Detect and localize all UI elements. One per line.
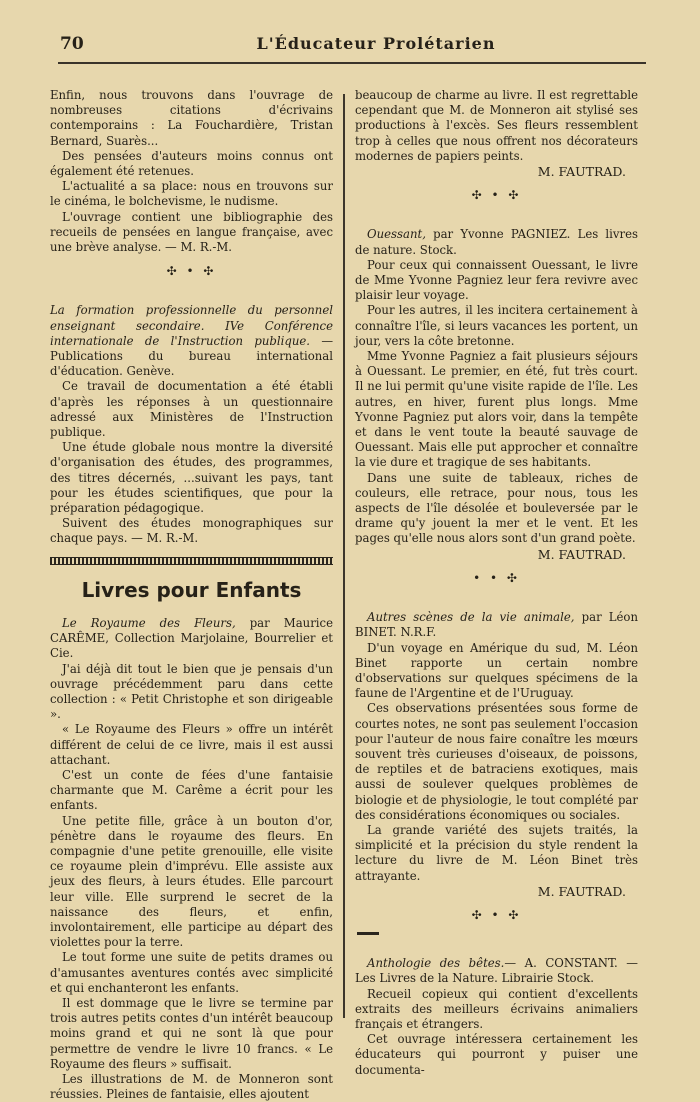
paragraph: Une étude globale nous montre la diversité d'organisation des études, des programmes, des titres décernés, ...suivant les pays, tant pour les études scientifiques, que pour la préparation pédagogique. — [50, 440, 333, 516]
paragraph: « Le Royaume des Fleurs » offre un intérêt différent de celui de ce livre, mais il est aussi attachant. — [50, 722, 333, 767]
signature: M. FAUTRAD. — [537, 546, 626, 562]
paragraph: Les illustrations de M. de Monneron sont réussies. Pleines de fantaisie, elles ajoutent — [50, 1071, 333, 1102]
signature: M. FAUTRAD. — [537, 164, 626, 180]
paragraph: beaucoup de charme au livre. Il est regrettable cependant que M. de Monneron ait stylisé ses productions à l'excès. Ses fleurs ressemblent trop à celles que nous offrent nos décorateurs modernes de papiers peints. — [355, 88, 638, 163]
header-rule — [58, 62, 646, 64]
review-title: Le Royaume des Fleurs, — [62, 615, 236, 630]
signature: M. FAUTRAD. — [537, 883, 626, 899]
paragraph: L'ouvrage contient une bibliographie des recueils de pensées en langue française, avec une brève analyse. — M. R.-M. — [50, 209, 333, 255]
review-heading — [355, 610, 638, 640]
paragraph: Suivent des études monographiques sur chaque pays. — M. R.-M. — [50, 516, 333, 546]
paragraph: C'est un conte de fées d'une fantaisie charmante que M. Carême a écrit pour les enfants. — [50, 767, 333, 813]
review-title: Autres scènes de la vie animale, — [367, 610, 575, 625]
section-title: Livres pour Enfants — [81, 577, 302, 602]
paragraph: Mme Yvonne Pagniez a fait plusieurs séjours à Ouessant. Le premier, en été, fut très court. Il ne lui permit qu'une visite rapide de l'île. Les autres, en hiver, furent plus longs. Mme Yvonne Pagniez put alors voir, dans la tempête et dans le vent toute la beauté sauvage de Ouessant. Mais elle put approcher et connaître la vie dure et tragique de ses habitants. — [355, 349, 638, 470]
paragraph: Pour les autres, il les incitera certainement à connaître l'île, si leurs vacances les portent, un jour, vers la côte bretonne. — [355, 303, 638, 348]
ornament: ✣ • ✣ — [471, 188, 522, 203]
right-column — [355, 88, 638, 1078]
left-column — [50, 88, 333, 1102]
review-title: La formation professionnelle du personnel enseignant secondaire. IVe Conférence internationale de l'Instruction publique. — [50, 303, 333, 348]
review-info: par Yvonne PAGNIEZ. Les livres de nature. Stock. — [355, 227, 638, 257]
paragraph: Une petite fille, grâce à un bouton d'or, pénètre dans le royaume des fleurs. En compagnie d'une petite grenouille, elle visite ce royaume plein d'imprévu. Elle assiste aux jeux des fleurs, à leurs études. Elle parcourt leur ville. Elle surprend le secret de la naissance des fleurs, et enfin, involontairement, elle participe au départ des violettes pour la terre. — [50, 813, 333, 950]
review-heading — [50, 616, 333, 662]
review-info: par Maurice CARÊME, Collection Marjolaine, Bourrelier et Cie. — [50, 615, 334, 661]
review-heading — [355, 956, 638, 986]
column-divider — [343, 94, 345, 1018]
running-head: L'Éducateur Prolétarien — [256, 34, 496, 53]
paragraph: Recueil copieux qui contient d'excellents extraits des meilleurs écrivains animaliers français et étrangers. — [355, 986, 638, 1031]
paragraph: Ce travail de documentation a été établi d'après les réponses à un questionnaire adressé aux Ministères de l'Instruction publique. — [50, 379, 333, 440]
review-info: A. CONSTANT. — Les Livres de la Nature. Librairie Stock. — [355, 956, 638, 986]
ornament: ✣ • ✣ — [166, 264, 217, 279]
page-number: 70 — [60, 34, 84, 54]
review-publisher: — Publications du bureau international d'éducation. Genève. — [50, 333, 334, 379]
paragraph: Le tout forme une suite de petits drames ou d'amusantes aventures contés avec simplicité et qui enchanteront les enfants. — [50, 950, 333, 995]
spacer — [355, 941, 638, 956]
paragraph: Cet ouvrage intéressera certainement les éducateurs qui pourront y puiser une documenta- — [355, 1032, 638, 1077]
paragraph: Enfin, nous trouvons dans l'ouvrage de nombreuses citations d'écrivains contemporains : La Fouchardière, Tristan Bernard, Suarès... — [50, 88, 333, 148]
short-dash-mark — [357, 932, 379, 935]
review-info: par Léon BINET. N.R.F. — [355, 610, 638, 640]
review-heading — [355, 227, 638, 257]
paragraph: J'ai déjà dit tout le bien que je pensais d'un ouvrage précédemment paru dans cette collection : « Petit Christophe et son dirigeable ». — [50, 661, 333, 722]
review-heading — [50, 303, 333, 379]
ornament: ✣ • ✣ — [471, 907, 522, 922]
paragraph: L'actualité a sa place: nous en trouvons sur le cinéma, le bolchevisme, le nudisme. — [50, 179, 333, 209]
ornament: • • ✣ — [473, 570, 520, 585]
paragraph: Pour ceux qui connaissent Ouessant, le livre de Mme Yvonne Pagniez leur fera revivre avec plaisir leur voyage. — [355, 257, 638, 303]
paragraph: La grande variété des sujets traités, la simplicité et la précision du style rendent la lecture du livre de M. Léon Binet très attrayante. — [355, 822, 638, 883]
paragraph: Dans une suite de tableaux, riches de couleurs, elle retrace, pour nous, tous les aspects de l'île désolée et bouleversée par le drame qu'y jouent la mer et le vent. Et les pages qu'elle nous alors sont d'un grand poète. — [355, 470, 638, 546]
page-header — [0, 0, 700, 66]
paragraph: Il est dommage que le livre se termine par trois autres petits contes d'un intérêt beaucoup moins grand et qui ne sont là que pour permettre de vendre le livre 10 francs. « Le Royaume des fleurs » suffisait. — [50, 995, 333, 1071]
review-title: Anthologie des bêtes.— — [367, 956, 517, 971]
review-title: Ouessant, — [367, 227, 426, 242]
paragraph: Ces observations présentées sous forme de courtes notes, ne sont pas seulement l'occasion pour l'auteur de nous faire conaître les mœurs souvent très curieuses d'oiseaux, de poissons, de reptiles et de batraciens exotiques, mais aussi de soulever quelques problèmes de biologie et de physiologie, le tout complété par des considérations économiques ou sociales. — [355, 701, 638, 822]
spacer — [355, 212, 638, 227]
decorative-rule — [50, 557, 333, 565]
paragraph: D'un voyage en Amérique du sud, M. Léon Binet rapporte un certain nombre d'observations sur quelques spécimens de la faune de l'Argentine et de l'Uruguay. — [355, 640, 638, 701]
paragraph: Des pensées d'auteurs moins connus ont également été retenues. — [50, 148, 333, 179]
spacer — [355, 595, 638, 610]
spacer — [50, 288, 333, 303]
